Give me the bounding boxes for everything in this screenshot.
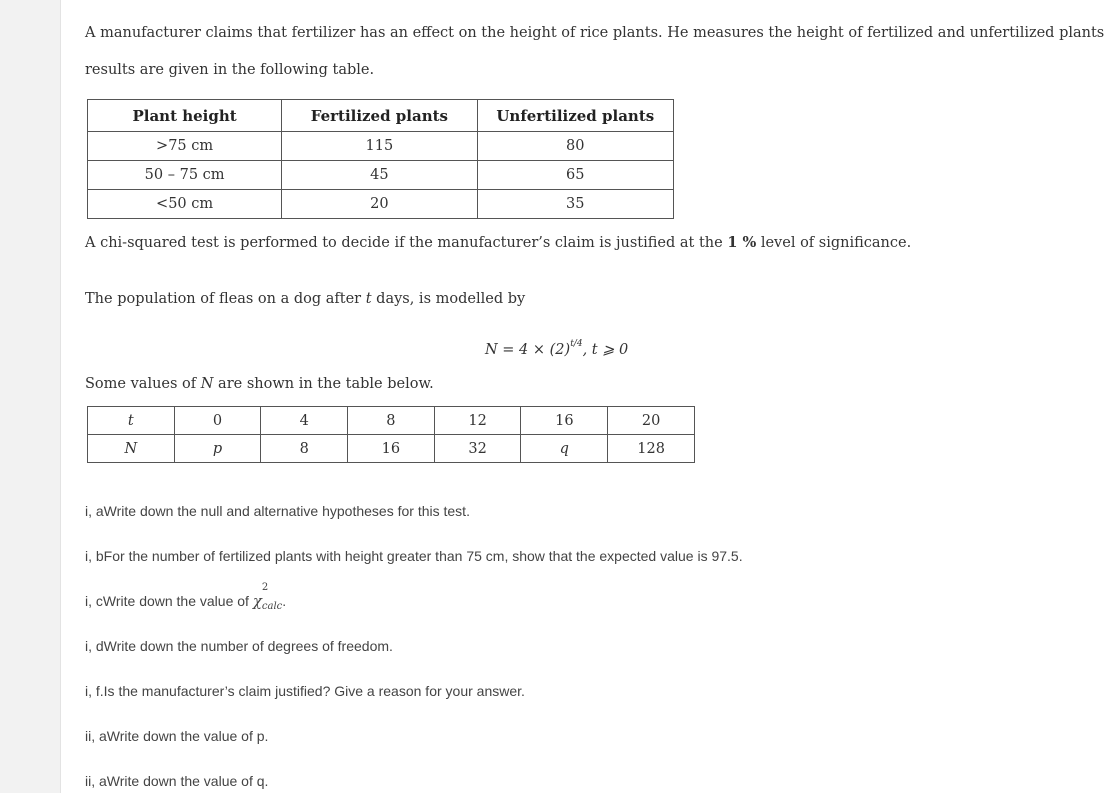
table-cell: q [521,435,608,463]
table-cell: 16 [521,407,608,435]
flea-table [87,406,695,463]
formula-main: N = 4 × (2) [485,342,571,358]
table-row [88,407,695,435]
intro-line-2: results are given in the following table. [85,62,375,78]
table-cell: t [88,407,175,435]
table-cell: N [88,435,175,463]
fleas-prefix: The population of fleas on a dog after [85,291,366,307]
question-1a: i, aWrite down the null and alternative hypotheses for this test. [85,503,470,519]
formula-exponent: t/4 [570,339,583,349]
chi-letter: χ [252,592,262,610]
intro-line-1: A manufacturer claims that fertilizer has an effect on the height of rice plants. He measures the height of fertilized and unfertilized plants [85,25,1104,41]
some-var-n: N [200,376,214,392]
fertilizer-table [87,99,674,219]
some-values-text [85,376,434,392]
table-cell: 35 [477,190,673,219]
header-fertilized: Fertilized plants [282,100,477,132]
q1c-end: . [282,593,287,609]
header-unfertilized: Unfertilized plants [477,100,673,132]
chi-sup: 2 [261,582,269,593]
question-2a-p: ii, aWrite down the value of p. [85,728,269,744]
table-cell: 50 – 75 cm [88,161,282,190]
left-sidebar [0,0,61,793]
chi-sub: calc [261,601,283,612]
table-cell: 32 [434,435,521,463]
table-cell: p [174,435,261,463]
table-header-row [88,100,674,132]
fleas-var-t: t [365,291,372,307]
fleas-text [85,291,525,307]
table-row [88,132,674,161]
chi-test-text [85,234,911,251]
question-1f: i, f.Is the manufacturer’s claim justified? Give a reason for your answer. [85,683,525,699]
table-cell: 8 [261,435,348,463]
table-cell: 20 [282,190,477,219]
table-cell: 80 [477,132,673,161]
table-cell: >75 cm [88,132,282,161]
question-1d: i, dWrite down the number of degrees of freedom. [85,638,393,654]
table-cell: 16 [348,435,435,463]
table-cell: 0 [174,407,261,435]
table-cell: 65 [477,161,673,190]
table-row [88,161,674,190]
flea-formula [485,339,628,358]
table-cell: 12 [434,407,521,435]
table-cell: 115 [282,132,477,161]
q1c-prefix: i, cWrite down the value of [85,593,253,609]
fleas-suffix: days, is modelled by [371,291,526,307]
table-cell: 8 [348,407,435,435]
table-cell: 45 [282,161,477,190]
question-1c [85,582,287,612]
table-cell: 128 [608,435,695,463]
some-suffix: are shown in the table below. [213,376,434,392]
table-cell: 4 [261,407,348,435]
chi-squared-symbol [252,582,283,612]
question-1b: i, bFor the number of fertilized plants with height greater than 75 cm, show that the expected value is 97.5. [85,548,743,564]
chi-test-suffix: level of significance. [756,235,912,251]
table-row [88,190,674,219]
question-2a-q: ii, aWrite down the value of q. [85,773,269,789]
chi-test-prefix: A chi-squared test is performed to decide if the manufacturer’s claim is justified at the [85,235,728,251]
table-row [88,435,695,463]
significance-level: 1 % [727,234,757,251]
header-plant-height: Plant height [88,100,282,132]
formula-tail: , t ⩾ 0 [582,342,629,358]
table-cell: 20 [608,407,695,435]
some-prefix: Some values of [85,376,201,392]
table-cell: <50 cm [88,190,282,219]
